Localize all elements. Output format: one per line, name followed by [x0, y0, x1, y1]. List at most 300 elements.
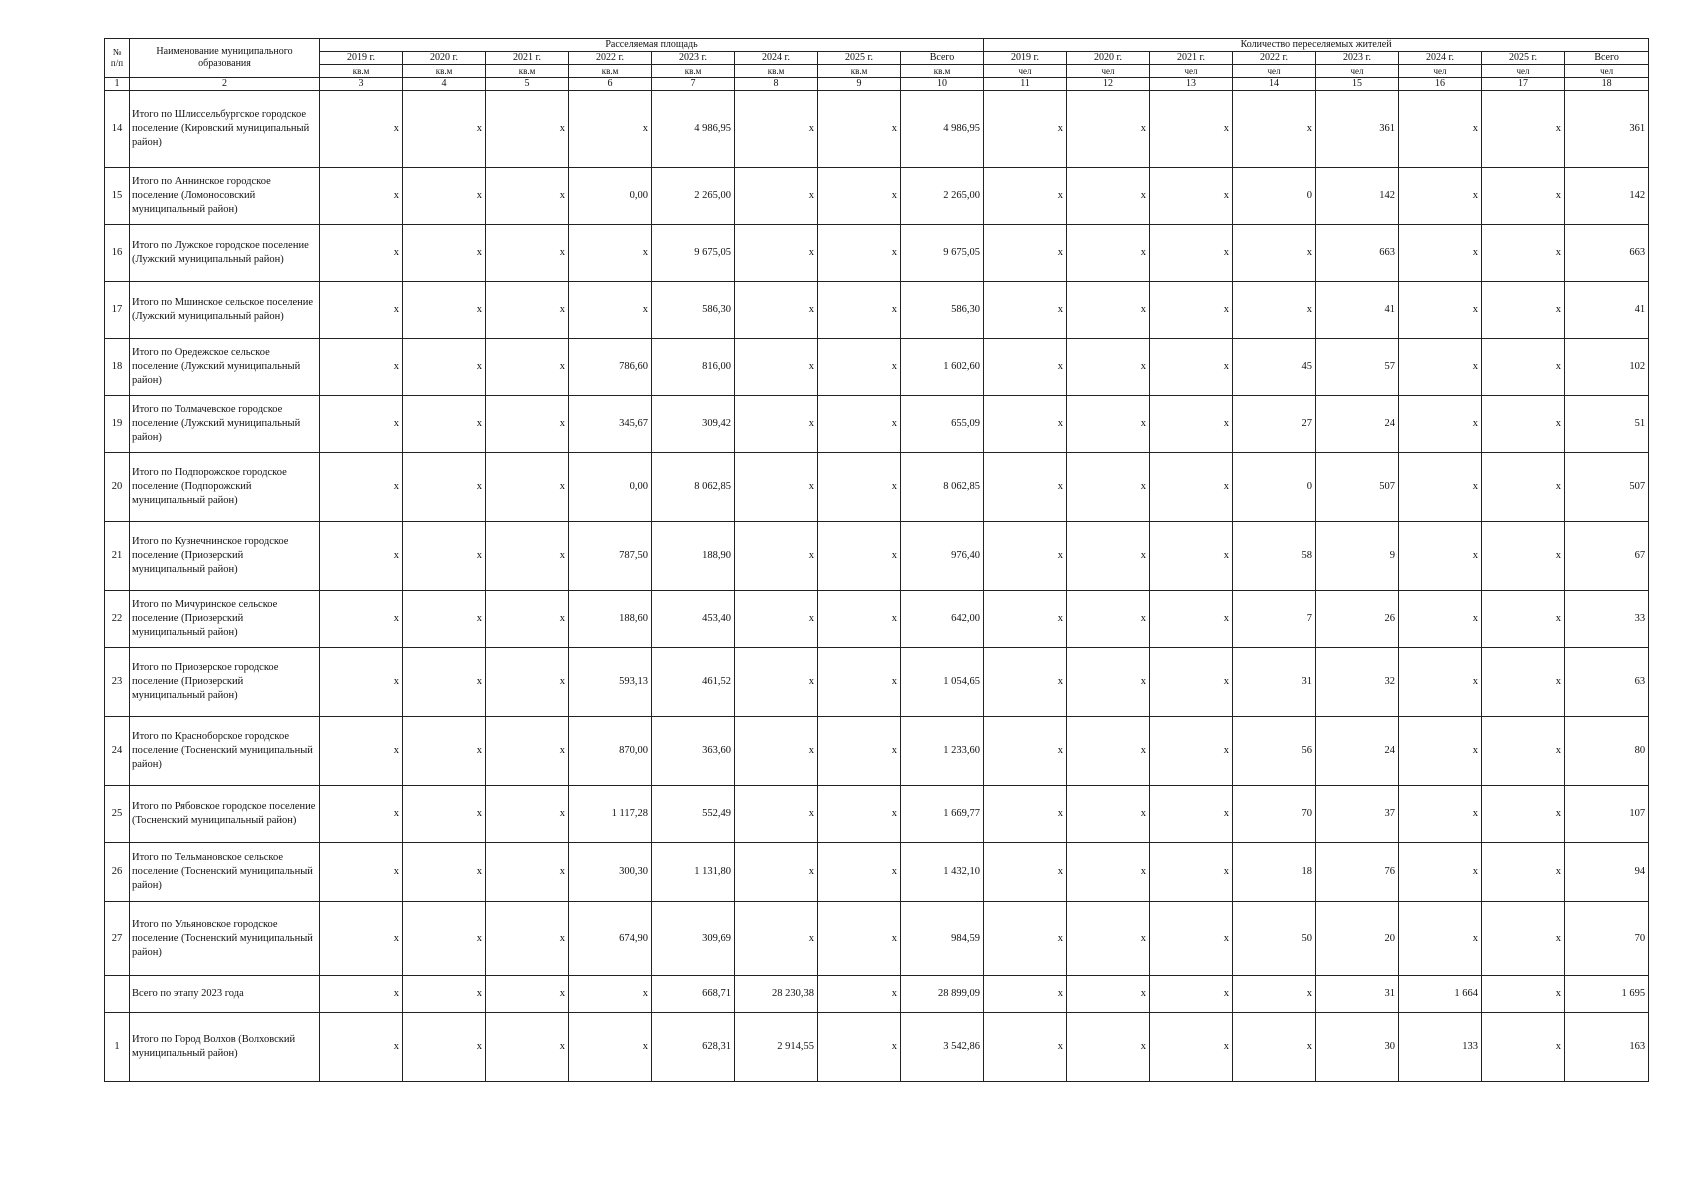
header-unit-people: чел: [984, 65, 1067, 78]
cell-area: 787,50: [569, 522, 652, 591]
row-municipality-name: Итого по Тельмановское сельское поселение (Тосненский муниципальный район): [130, 843, 320, 902]
cell-area: 2 265,00: [652, 168, 735, 225]
cell-area: x: [818, 91, 901, 168]
header-units-row: [105, 65, 1649, 78]
cell-area: x: [735, 786, 818, 843]
cell-people: 663: [1316, 225, 1399, 282]
cell-area: 668,71: [652, 976, 735, 1013]
cell-people: x: [1150, 91, 1233, 168]
row-municipality-name: Итого по Подпорожское городское поселение (Подпорожский муниципальный район): [130, 453, 320, 522]
cell-people: x: [984, 976, 1067, 1013]
header-col-index: 1: [105, 78, 130, 91]
cell-area: x: [818, 282, 901, 339]
row-number: 26: [105, 843, 130, 902]
row-municipality-name: Итого по Толмачевское городское поселение (Лужский муниципальный район): [130, 396, 320, 453]
cell-people: 361: [1565, 91, 1649, 168]
header-col-index: 16: [1399, 78, 1482, 91]
header-col-index: 6: [569, 78, 652, 91]
cell-area: x: [818, 1013, 901, 1082]
cell-people: x: [1150, 522, 1233, 591]
cell-area: 453,40: [652, 591, 735, 648]
cell-people: 20: [1316, 902, 1399, 976]
cell-people: x: [1482, 225, 1565, 282]
cell-area: x: [486, 453, 569, 522]
row-number: 15: [105, 168, 130, 225]
cell-area: x: [486, 1013, 569, 1082]
row-municipality-name: Итого по Аннинское городское поселение (Ломоносовский муниципальный район): [130, 168, 320, 225]
header-col-index: 5: [486, 78, 569, 91]
cell-people: 18: [1233, 843, 1316, 902]
cell-people: x: [1150, 396, 1233, 453]
header-col-index: 7: [652, 78, 735, 91]
table-row: [105, 168, 1649, 225]
cell-area: x: [735, 648, 818, 717]
cell-people: x: [1150, 648, 1233, 717]
cell-area: x: [735, 168, 818, 225]
cell-area: x: [320, 453, 403, 522]
cell-people: 50: [1233, 902, 1316, 976]
cell-people: x: [1233, 1013, 1316, 1082]
cell-area: x: [818, 786, 901, 843]
cell-area: 1 432,10: [901, 843, 984, 902]
row-number: [105, 976, 130, 1013]
cell-people: x: [1482, 843, 1565, 902]
cell-area: x: [486, 591, 569, 648]
cell-area: x: [569, 225, 652, 282]
cell-people: x: [1150, 843, 1233, 902]
cell-people: 163: [1565, 1013, 1649, 1082]
row-number: 21: [105, 522, 130, 591]
cell-area: x: [320, 225, 403, 282]
cell-area: x: [818, 648, 901, 717]
header-col-index: 18: [1565, 78, 1649, 91]
cell-area: x: [486, 648, 569, 717]
cell-area: 4 986,95: [652, 91, 735, 168]
cell-area: x: [818, 225, 901, 282]
row-municipality-name: Итого по Рябовское городское поселение (Тосненский муниципальный район): [130, 786, 320, 843]
cell-people: x: [1067, 522, 1150, 591]
header-unit-area: кв.м: [901, 65, 984, 78]
cell-area: x: [818, 591, 901, 648]
cell-people: x: [984, 168, 1067, 225]
cell-people: x: [1150, 339, 1233, 396]
cell-people: x: [1482, 339, 1565, 396]
cell-area: x: [320, 976, 403, 1013]
cell-people: x: [1150, 453, 1233, 522]
cell-people: 0: [1233, 453, 1316, 522]
header-unit-people: чел: [1233, 65, 1316, 78]
cell-people: x: [1399, 717, 1482, 786]
cell-area: 984,59: [901, 902, 984, 976]
cell-area: x: [486, 91, 569, 168]
table-row: [105, 91, 1649, 168]
cell-area: 1 054,65: [901, 648, 984, 717]
cell-people: 32: [1316, 648, 1399, 717]
cell-people: x: [1399, 282, 1482, 339]
header-unit-people: чел: [1150, 65, 1233, 78]
cell-people: x: [1067, 648, 1150, 717]
table-row: [105, 225, 1649, 282]
row-number: 27: [105, 902, 130, 976]
cell-people: x: [1233, 976, 1316, 1013]
table-row: [105, 339, 1649, 396]
row-municipality-name: Итого по Мичуринское сельское поселение (Приозерский муниципальный район): [130, 591, 320, 648]
header-year-people: 2020 г.: [1067, 52, 1150, 65]
cell-area: x: [403, 1013, 486, 1082]
cell-area: 8 062,85: [901, 453, 984, 522]
cell-people: x: [984, 522, 1067, 591]
header-year-area: 2021 г.: [486, 52, 569, 65]
header-year-people: 2022 г.: [1233, 52, 1316, 65]
table-row: [105, 843, 1649, 902]
cell-people: x: [1482, 902, 1565, 976]
cell-area: 4 986,95: [901, 91, 984, 168]
row-municipality-name: Итого по Приозерское городское поселение (Приозерский муниципальный район): [130, 648, 320, 717]
cell-people: x: [1067, 717, 1150, 786]
cell-area: 655,09: [901, 396, 984, 453]
cell-people: x: [1067, 786, 1150, 843]
cell-area: x: [403, 339, 486, 396]
header-year-area: 2024 г.: [735, 52, 818, 65]
cell-people: x: [984, 396, 1067, 453]
cell-people: x: [1482, 396, 1565, 453]
cell-area: 593,13: [569, 648, 652, 717]
table-row: [105, 453, 1649, 522]
cell-area: x: [486, 168, 569, 225]
cell-area: 3 542,86: [901, 1013, 984, 1082]
row-municipality-name: Итого по Оредежское сельское поселение (Лужский муниципальный район): [130, 339, 320, 396]
cell-area: x: [735, 91, 818, 168]
row-number: 18: [105, 339, 130, 396]
cell-people: x: [1233, 282, 1316, 339]
cell-people: x: [1482, 282, 1565, 339]
cell-people: x: [1067, 396, 1150, 453]
cell-people: x: [1399, 786, 1482, 843]
cell-area: 28 899,09: [901, 976, 984, 1013]
header-col-index: 11: [984, 78, 1067, 91]
cell-people: x: [984, 902, 1067, 976]
cell-people: 107: [1565, 786, 1649, 843]
cell-people: x: [1399, 522, 1482, 591]
cell-area: x: [735, 396, 818, 453]
cell-area: x: [486, 225, 569, 282]
header-col-index: 15: [1316, 78, 1399, 91]
cell-area: 300,30: [569, 843, 652, 902]
cell-area: 674,90: [569, 902, 652, 976]
header-year-area: Всего: [901, 52, 984, 65]
header-col-index: 8: [735, 78, 818, 91]
cell-area: x: [818, 717, 901, 786]
cell-people: 67: [1565, 522, 1649, 591]
cell-people: x: [1067, 1013, 1150, 1082]
cell-area: 9 675,05: [901, 225, 984, 282]
table-body: [105, 91, 1649, 1082]
cell-area: x: [735, 843, 818, 902]
cell-area: 586,30: [652, 282, 735, 339]
cell-area: x: [320, 786, 403, 843]
cell-people: 30: [1316, 1013, 1399, 1082]
cell-people: x: [1067, 843, 1150, 902]
cell-people: 37: [1316, 786, 1399, 843]
header-group-people: Количество переселяемых жителей: [984, 39, 1649, 52]
cell-area: 363,60: [652, 717, 735, 786]
cell-people: 41: [1565, 282, 1649, 339]
row-number: 16: [105, 225, 130, 282]
cell-area: 188,90: [652, 522, 735, 591]
cell-area: x: [818, 976, 901, 1013]
cell-area: x: [569, 91, 652, 168]
cell-area: x: [320, 648, 403, 717]
cell-people: 102: [1565, 339, 1649, 396]
cell-area: 0,00: [569, 453, 652, 522]
cell-area: x: [320, 168, 403, 225]
cell-people: x: [1482, 91, 1565, 168]
cell-area: 586,30: [901, 282, 984, 339]
cell-people: 41: [1316, 282, 1399, 339]
table-row: [105, 902, 1649, 976]
row-number: 19: [105, 396, 130, 453]
header-col-index: 13: [1150, 78, 1233, 91]
cell-area: 188,60: [569, 591, 652, 648]
cell-people: 507: [1565, 453, 1649, 522]
table-row: [105, 396, 1649, 453]
cell-area: x: [403, 282, 486, 339]
cell-people: x: [984, 648, 1067, 717]
cell-people: x: [1067, 225, 1150, 282]
header-unit-people: чел: [1316, 65, 1399, 78]
cell-area: x: [735, 902, 818, 976]
cell-area: x: [486, 339, 569, 396]
cell-area: 1 669,77: [901, 786, 984, 843]
table-row: [105, 648, 1649, 717]
cell-people: x: [1399, 396, 1482, 453]
cell-area: x: [403, 522, 486, 591]
cell-people: 31: [1233, 648, 1316, 717]
cell-area: x: [735, 282, 818, 339]
cell-people: x: [1233, 225, 1316, 282]
cell-area: x: [569, 976, 652, 1013]
table-row: [105, 282, 1649, 339]
cell-area: x: [486, 843, 569, 902]
cell-people: x: [1399, 902, 1482, 976]
cell-area: x: [403, 168, 486, 225]
header-unit-area: кв.м: [403, 65, 486, 78]
cell-area: x: [320, 91, 403, 168]
cell-people: x: [1150, 1013, 1233, 1082]
cell-people: 663: [1565, 225, 1649, 282]
cell-area: x: [486, 902, 569, 976]
header-years-row: [105, 52, 1649, 65]
header-unit-area: кв.м: [818, 65, 901, 78]
header-year-people: Всего: [1565, 52, 1649, 65]
cell-people: 70: [1565, 902, 1649, 976]
cell-area: 9 675,05: [652, 225, 735, 282]
cell-area: 1 602,60: [901, 339, 984, 396]
cell-people: 27: [1233, 396, 1316, 453]
cell-people: x: [984, 339, 1067, 396]
header-unit-area: кв.м: [320, 65, 403, 78]
cell-people: 33: [1565, 591, 1649, 648]
cell-people: x: [984, 282, 1067, 339]
row-number: 20: [105, 453, 130, 522]
cell-area: 1 117,28: [569, 786, 652, 843]
cell-area: x: [818, 902, 901, 976]
cell-people: 56: [1233, 717, 1316, 786]
cell-people: x: [1150, 168, 1233, 225]
cell-people: x: [1150, 591, 1233, 648]
cell-people: x: [1067, 282, 1150, 339]
cell-people: 94: [1565, 843, 1649, 902]
cell-area: 1 131,80: [652, 843, 735, 902]
header-group-area: Расселяемая площадь: [320, 39, 984, 52]
cell-area: x: [320, 339, 403, 396]
cell-people: x: [1482, 168, 1565, 225]
cell-area: x: [486, 396, 569, 453]
cell-people: x: [1399, 591, 1482, 648]
cell-area: x: [320, 396, 403, 453]
cell-people: 70: [1233, 786, 1316, 843]
header-col-index: 10: [901, 78, 984, 91]
cell-area: x: [320, 591, 403, 648]
cell-people: x: [1482, 648, 1565, 717]
cell-area: 0,00: [569, 168, 652, 225]
cell-area: 2 265,00: [901, 168, 984, 225]
cell-area: x: [403, 786, 486, 843]
cell-area: x: [403, 717, 486, 786]
cell-area: 976,40: [901, 522, 984, 591]
cell-area: x: [818, 522, 901, 591]
cell-people: 51: [1565, 396, 1649, 453]
header-year-people: 2025 г.: [1482, 52, 1565, 65]
cell-people: x: [1482, 976, 1565, 1013]
cell-area: 786,60: [569, 339, 652, 396]
cell-people: x: [1150, 282, 1233, 339]
cell-people: x: [1399, 648, 1482, 717]
header-unit-area: кв.м: [569, 65, 652, 78]
cell-people: x: [984, 453, 1067, 522]
cell-area: x: [735, 591, 818, 648]
cell-area: x: [403, 591, 486, 648]
header-name: Наименование муниципального образования: [130, 39, 320, 78]
header-index-row: [105, 78, 1649, 91]
row-municipality-name: Итого по Красноборское городское поселение (Тосненский муниципальный район): [130, 717, 320, 786]
header-year-area: 2019 г.: [320, 52, 403, 65]
row-number: 24: [105, 717, 130, 786]
header-col-index: 12: [1067, 78, 1150, 91]
cell-people: x: [1233, 91, 1316, 168]
cell-area: 816,00: [652, 339, 735, 396]
cell-people: x: [1482, 591, 1565, 648]
cell-people: x: [1067, 902, 1150, 976]
cell-people: x: [984, 717, 1067, 786]
cell-area: 552,49: [652, 786, 735, 843]
cell-area: 28 230,38: [735, 976, 818, 1013]
cell-area: x: [320, 522, 403, 591]
header-year-area: 2025 г.: [818, 52, 901, 65]
resettlement-table-sheet: [104, 38, 1646, 1082]
row-municipality-name: Итого по Шлиссельбургское городское поселение (Кировский муниципальный район): [130, 91, 320, 168]
header-unit-area: кв.м: [652, 65, 735, 78]
cell-area: x: [403, 843, 486, 902]
table-row: [105, 717, 1649, 786]
header-col-index: 2: [130, 78, 320, 91]
cell-people: 24: [1316, 396, 1399, 453]
cell-people: 45: [1233, 339, 1316, 396]
row-number: 17: [105, 282, 130, 339]
cell-people: 133: [1399, 1013, 1482, 1082]
cell-area: x: [320, 282, 403, 339]
cell-area: x: [818, 396, 901, 453]
row-number: 22: [105, 591, 130, 648]
cell-people: x: [984, 786, 1067, 843]
cell-area: 628,31: [652, 1013, 735, 1082]
cell-area: 8 062,85: [652, 453, 735, 522]
cell-area: x: [403, 91, 486, 168]
cell-people: 24: [1316, 717, 1399, 786]
cell-people: x: [1067, 339, 1150, 396]
row-municipality-name: Итого по Мшинское сельское поселение (Лужский муниципальный район): [130, 282, 320, 339]
cell-area: 1 233,60: [901, 717, 984, 786]
cell-people: x: [1399, 168, 1482, 225]
cell-people: 1 664: [1399, 976, 1482, 1013]
row-number: 23: [105, 648, 130, 717]
header-col-index: 4: [403, 78, 486, 91]
cell-area: x: [735, 453, 818, 522]
cell-area: x: [486, 976, 569, 1013]
cell-people: x: [1150, 225, 1233, 282]
row-municipality-name: Итого по Ульяновское городское поселение (Тосненский муниципальный район): [130, 902, 320, 976]
cell-people: 507: [1316, 453, 1399, 522]
header-year-people: 2019 г.: [984, 52, 1067, 65]
cell-people: x: [984, 591, 1067, 648]
header-unit-area: кв.м: [486, 65, 569, 78]
cell-area: 309,69: [652, 902, 735, 976]
cell-people: 1 695: [1565, 976, 1649, 1013]
cell-people: 26: [1316, 591, 1399, 648]
cell-area: x: [403, 976, 486, 1013]
cell-area: x: [320, 843, 403, 902]
header-num: № п/п: [105, 39, 130, 78]
cell-people: 80: [1565, 717, 1649, 786]
header-unit-people: чел: [1399, 65, 1482, 78]
cell-people: x: [1482, 1013, 1565, 1082]
table-row: [105, 786, 1649, 843]
header-unit-people: чел: [1565, 65, 1649, 78]
table-row: [105, 591, 1649, 648]
cell-area: x: [486, 522, 569, 591]
cell-people: x: [1482, 453, 1565, 522]
cell-area: x: [569, 282, 652, 339]
cell-area: 642,00: [901, 591, 984, 648]
row-number: 14: [105, 91, 130, 168]
row-municipality-name: Итого по Лужское городское поселение (Лужский муниципальный район): [130, 225, 320, 282]
cell-people: 9: [1316, 522, 1399, 591]
cell-area: 461,52: [652, 648, 735, 717]
cell-area: x: [403, 453, 486, 522]
header-unit-area: кв.м: [735, 65, 818, 78]
cell-people: x: [1150, 786, 1233, 843]
row-number: 25: [105, 786, 130, 843]
cell-people: 0: [1233, 168, 1316, 225]
cell-area: x: [818, 453, 901, 522]
cell-people: x: [1482, 786, 1565, 843]
cell-area: x: [818, 168, 901, 225]
cell-area: x: [818, 843, 901, 902]
cell-people: 58: [1233, 522, 1316, 591]
cell-people: x: [1067, 168, 1150, 225]
header-year-people: 2024 г.: [1399, 52, 1482, 65]
cell-area: x: [735, 522, 818, 591]
